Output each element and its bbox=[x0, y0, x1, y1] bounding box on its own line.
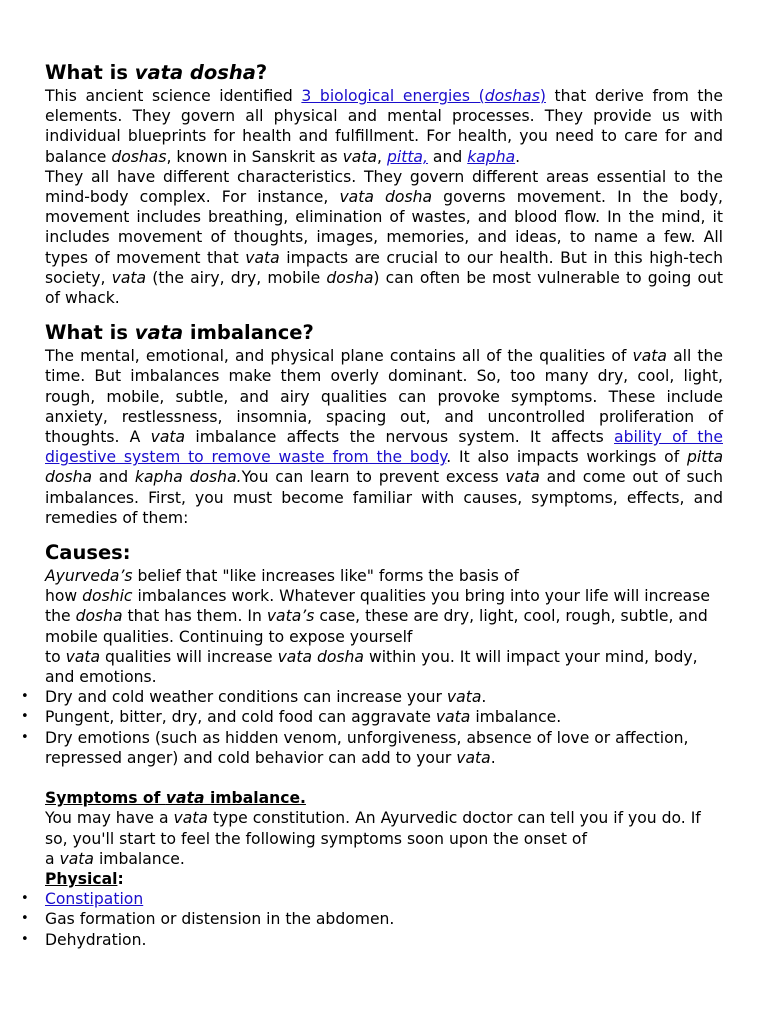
list-item bbox=[45, 707, 723, 727]
text: qualities will increase bbox=[100, 647, 278, 666]
emphasis: doshas bbox=[111, 147, 167, 166]
list-item: • Dehydration. bbox=[45, 930, 723, 950]
emphasis: vata bbox=[632, 347, 667, 366]
text: . bbox=[481, 688, 487, 707]
link-biological-energies[interactable] bbox=[301, 87, 546, 105]
text: (the airy, dry, mobile bbox=[146, 268, 327, 287]
list-item bbox=[45, 889, 723, 909]
physical-label-text: Physical bbox=[45, 869, 118, 888]
text: type constitution. An Ayurvedic doctor can tell you if you do. If so, you'll start to feel the following symptoms soon upon the onset of bbox=[45, 809, 701, 848]
heading-text: What is bbox=[45, 321, 135, 345]
spacer bbox=[45, 768, 723, 788]
text: and come out of such imbalances. First, you must become familiar with causes, symptoms, effects, and remedies of them: bbox=[45, 468, 723, 527]
emphasis: vata bbox=[245, 248, 280, 267]
text: . It also impacts workings of bbox=[446, 448, 687, 467]
emphasis: vata dosha bbox=[277, 647, 364, 666]
emphasis: vata’s bbox=[266, 607, 315, 626]
heading-emphasis: vata dosha bbox=[134, 61, 256, 84]
list-item bbox=[45, 687, 723, 707]
text: You may have a bbox=[45, 809, 174, 828]
text: The mental, emotional, and physical plane contains all of the qualities of bbox=[45, 347, 633, 366]
text: impacts are crucial to our health. But in this high-tech society, bbox=[45, 248, 723, 287]
text: governs movement. In the body, movement includes breathing, elimination of wastes, and blood flow. In the mind, it includes movement of thoughts, images, memories, and ideas, to name a few. All types of movement that bbox=[45, 188, 723, 267]
text: Dry emotions (such as hidden venom, unforgiveness, absence of love or affection, repressed anger) and cold behavior can add to your bbox=[45, 728, 689, 767]
text: This ancient science identified bbox=[45, 87, 302, 105]
text: , known in Sanskrit as bbox=[166, 147, 343, 166]
emphasis: pitta dosha bbox=[45, 448, 724, 487]
text: imbalance. bbox=[470, 708, 562, 727]
emphasis: vata bbox=[65, 647, 101, 666]
list-item bbox=[45, 728, 723, 768]
text: belief that "like increases like" forms the basis of bbox=[132, 567, 519, 586]
heading-text: imbalance? bbox=[183, 321, 314, 345]
link-emphasis[interactable]: doshas bbox=[484, 87, 540, 105]
emphasis: vata bbox=[342, 147, 378, 166]
text: You can learn to prevent excess bbox=[241, 468, 506, 487]
paragraph-doshas-characteristics bbox=[45, 167, 723, 308]
emphasis: vata bbox=[505, 468, 540, 487]
list-item: • Gas formation or distension in the abdomen. bbox=[45, 909, 723, 929]
subheading-symptoms bbox=[45, 788, 723, 808]
emphasis: vata bbox=[59, 849, 94, 868]
heading-emphasis: vata bbox=[134, 321, 184, 345]
text: imbalance affects the nervous system. It affects bbox=[185, 428, 615, 447]
text: . bbox=[515, 147, 521, 166]
link-digestive-system[interactable]: ability of the digestive system to remove waste from the body bbox=[45, 428, 723, 467]
subheading-text: imbalance. bbox=[204, 789, 306, 808]
text: how bbox=[45, 587, 83, 606]
link-emphasis[interactable]: pitta, bbox=[386, 147, 428, 166]
text: imbalance. bbox=[93, 849, 185, 868]
paragraph-doshas-intro bbox=[45, 86, 723, 167]
heading-causes: Causes: bbox=[45, 541, 131, 565]
text: within you. It will impact your mind, body, and emotions. bbox=[45, 647, 698, 687]
text: a bbox=[45, 849, 60, 868]
link-constipation[interactable]: Constipation bbox=[45, 890, 144, 909]
text: all the time. But imbalances make them overly dominant. So, too many dry, cool, light, rough, mobile, subtle, and airy qualities can provoke symptoms. These include anxiety, restlessness, insomnia, spacing out, and uncontrolled proliferation of thoughts. A bbox=[45, 347, 723, 447]
link-emphasis[interactable]: kapha bbox=[467, 147, 516, 166]
link-kapha[interactable] bbox=[467, 148, 515, 166]
text: and bbox=[427, 147, 468, 166]
paragraph-vata-imbalance bbox=[45, 346, 723, 528]
subheading-emphasis: vata bbox=[165, 789, 205, 808]
emphasis: vata bbox=[446, 688, 482, 707]
emphasis: kapha dosha. bbox=[134, 468, 242, 487]
emphasis: vata bbox=[173, 809, 208, 828]
heading-what-is-vata-dosha bbox=[45, 60, 723, 86]
emphasis: dosha bbox=[326, 268, 374, 287]
causes-list bbox=[45, 687, 723, 768]
article-body bbox=[45, 60, 723, 950]
emphasis: dosha bbox=[75, 607, 123, 626]
link-text[interactable]: 3 biological energies ( bbox=[301, 87, 485, 105]
emphasis: vata bbox=[456, 748, 491, 767]
physical-label-colon: : bbox=[117, 869, 124, 888]
physical-label bbox=[45, 869, 723, 889]
text: and bbox=[92, 468, 135, 487]
paragraph-symptoms bbox=[45, 808, 723, 869]
text: that has them. In bbox=[122, 607, 267, 626]
link-pitta[interactable] bbox=[387, 148, 428, 166]
physical-symptoms-list bbox=[45, 889, 723, 950]
text: They all have different characteristics. They govern different areas essential to the mind-body complex. For instance, bbox=[45, 167, 723, 207]
text: case, these are dry, light, cool, rough, subtle, and mobile qualities. Continuing to expose yourself bbox=[45, 607, 708, 646]
text: that derive from the elements. They govern all physical and mental processes. They provide us with individual blueprints for health and fulfillment. For health, you need to care for and balance bbox=[45, 87, 723, 166]
text: Pungent, bitter, dry, and cold food can aggravate bbox=[45, 708, 436, 727]
text: to bbox=[45, 647, 66, 666]
text: , bbox=[377, 147, 387, 166]
paragraph-causes bbox=[45, 566, 723, 687]
text: imbalances work. Whatever qualities you bring into your life will increase the bbox=[45, 587, 710, 626]
subheading-text: Symptoms of bbox=[45, 789, 166, 808]
heading-text: What is bbox=[45, 61, 135, 84]
link-text[interactable]: ) bbox=[539, 87, 546, 105]
text: Dry and cold weather conditions can increase your bbox=[45, 688, 447, 707]
emphasis: doshic bbox=[82, 587, 133, 606]
emphasis: vata bbox=[150, 428, 186, 447]
emphasis: vata bbox=[111, 268, 147, 287]
heading-what-is-vata-imbalance bbox=[45, 320, 723, 346]
emphasis: vata bbox=[435, 708, 471, 727]
text: . bbox=[490, 748, 496, 767]
emphasis: vata dosha bbox=[339, 188, 433, 207]
heading-text: ? bbox=[255, 61, 268, 84]
emphasis: Ayurveda’s bbox=[45, 567, 133, 586]
text: ) can often be most vulnerable to going out of whack. bbox=[45, 268, 724, 308]
